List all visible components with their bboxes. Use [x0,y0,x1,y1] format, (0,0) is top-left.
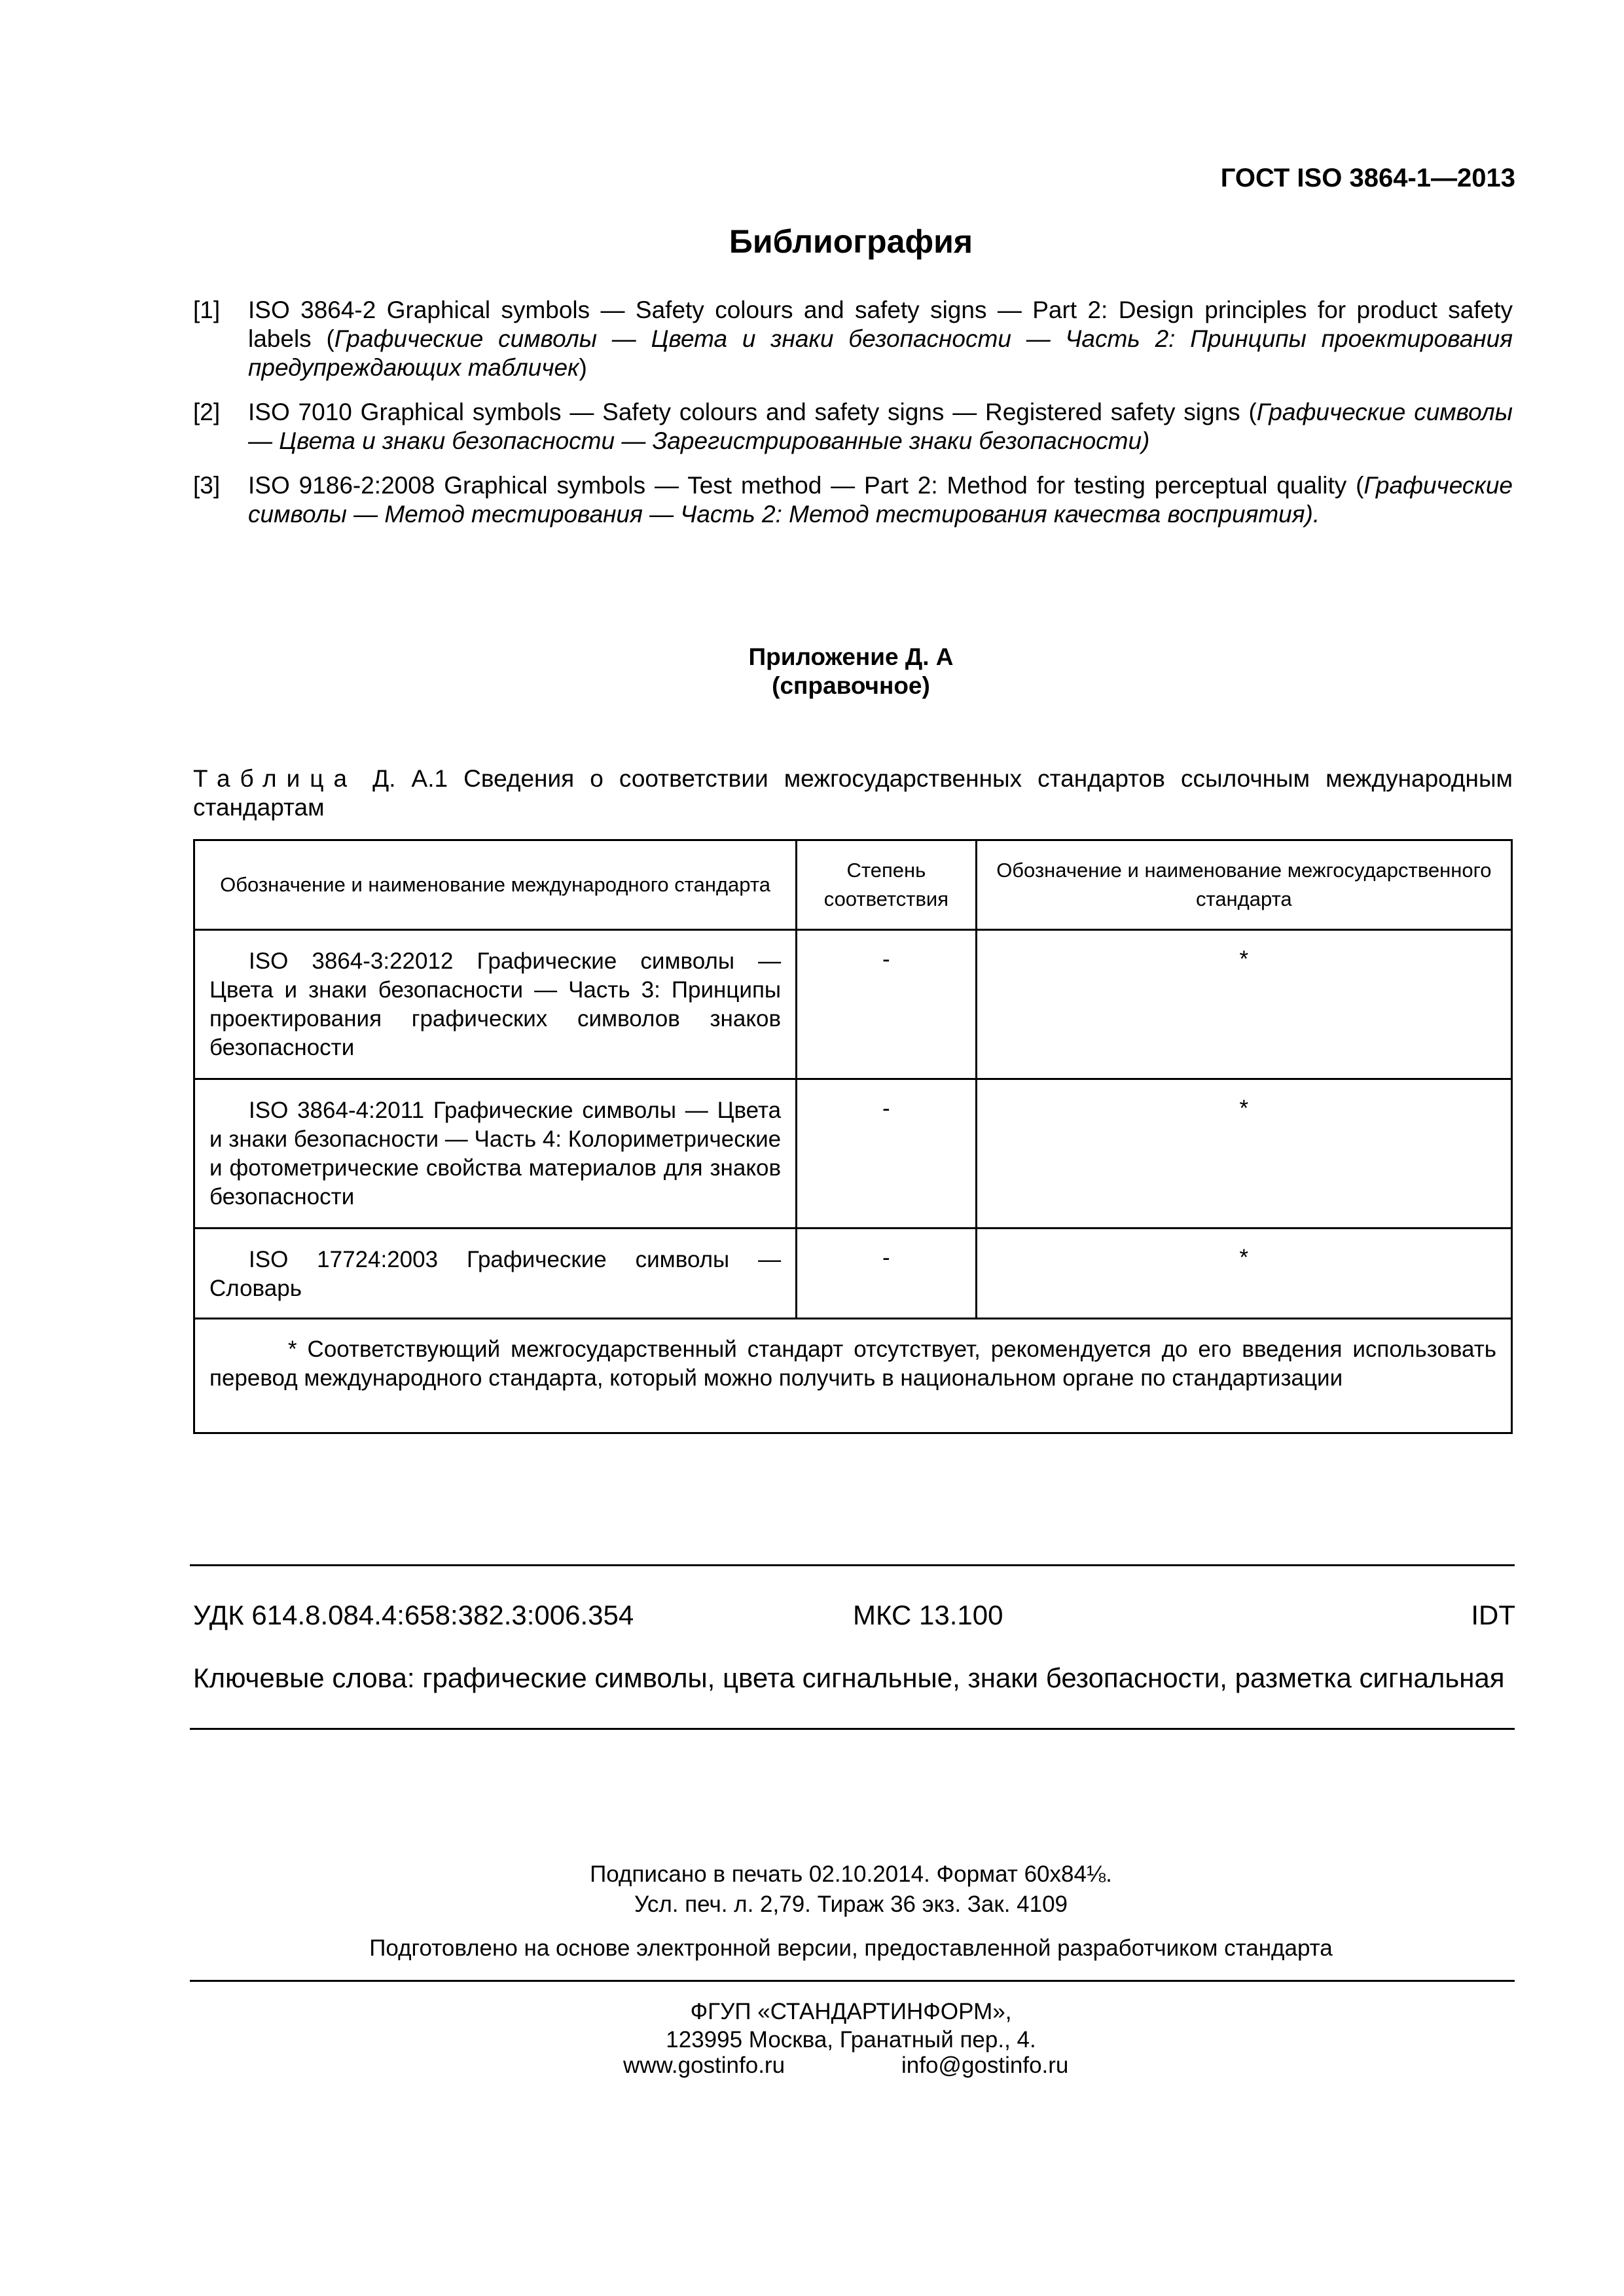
divider [190,1980,1515,1982]
appendix-subtitle: (справочное) [772,672,930,699]
document-code: ГОСТ ISO 3864-1—2013 [1220,164,1515,192]
publisher-website: www.gostinfo.ru [623,2053,785,2078]
idt-mark: IDT [1471,1600,1515,1630]
entry-text: ISO 3864-2 Graphical symbols — Safety colours and safety signs — Part 2: Design principles for product safety labels ( [248,296,1513,352]
bibliography-title: Библиография [729,223,973,260]
table-caption-word: Таблица [193,765,357,792]
cell-interstate-standard: * [976,1079,1511,1229]
cell-interstate-standard: * [976,930,1511,1079]
publisher-email: info@gostinfo.ru [901,2053,1069,2078]
print-sheets: Усл. печ. л. 2,79. Тираж 36 экз. Зак. 4109 [634,1892,1068,1917]
standards-correspondence-table [193,839,1513,1434]
publisher-address: 123995 Москва, Гранатный пер., 4. [666,2027,1036,2053]
entry-number: [1] [193,296,221,323]
entry-translation: Графические символы — Цвета и знаки безопасности — Часть 2: Принципы проектирования предупреждающих табличек [248,325,1513,381]
udc-code: УДК 614.8.084.4:658:382.3:006.354 [193,1600,634,1630]
cell-interstate-standard: * [976,1229,1511,1319]
prepared-note: Подготовлено на основе электронной версии, предоставленной разработчиком стандарта [369,1935,1333,1961]
header-interstate-standard: Обозначение и наименование межгосударственного стандарта [976,840,1511,930]
entry-text: ISO 9186-2:2008 Graphical symbols — Test method — Part 2: Method for testing perceptual quality ( [248,472,1364,499]
header-degree: Степень соответствия [797,840,977,930]
cell-international-standard: ISO 17724:2003 Графические символы — Словарь [194,1229,797,1319]
divider [190,1564,1515,1566]
cell-degree: - [797,930,977,1079]
table-row [194,1229,1512,1319]
cell-degree: - [797,1079,977,1229]
cell-degree: - [797,1229,977,1319]
header-international-standard: Обозначение и наименование международного стандарта [194,840,797,930]
print-signed: Подписано в печать 02.10.2014. Формат 60x84⅛. [590,1861,1112,1887]
divider [190,1728,1515,1730]
bibliography-entry [193,296,1513,382]
bibliography-entry [193,398,1513,456]
table-row [194,1079,1512,1229]
keywords: Ключевые слова: графические символы, цвета сигнальные, знаки безопасности, разметка сигнальная [193,1662,1505,1693]
table-note-row [194,1319,1512,1433]
table-caption [193,764,1513,822]
table-header-row [194,840,1512,930]
entry-number: [2] [193,399,221,425]
table-footnote: * Соответствующий межгосударственный стандарт отсутствует, рекомендуется до его введения использовать перевод международного стандарта, который можно получить в национальном органе по стандартизации [194,1319,1512,1433]
entry-number: [3] [193,472,221,499]
entry-translation: Графические символы — Цвета и знаки безопасности — Зарегистрированные знаки безопасности) [248,399,1513,454]
table-caption-text: Д. А.1 Сведения о соответствии межгосударственных стандартов ссылочным международным стандартам [193,765,1513,821]
entry-translation: Графические символы — Метод тестирования — Часть 2: Метод тестирования качества восприятия). [248,472,1513,528]
cell-international-standard: ISO 3864-4:2011 Графические символы — Цвета и знаки безопасности — Часть 4: Колориметрические и фотометрические свойства материалов для знаков безопасности [194,1079,797,1229]
entry-text: ISO 7010 Graphical symbols — Safety colours and safety signs — Registered safety signs ( [248,399,1257,425]
cell-international-standard: ISO 3864-3:22012 Графические символы — Цвета и знаки безопасности — Часть 3: Принципы проектирования графических символов знаков безопасности [194,930,797,1079]
mks-code: МКС 13.100 [853,1600,1003,1630]
appendix-title: Приложение Д. А [748,643,954,670]
bibliography-entry [193,471,1513,529]
publisher-name: ФГУП «СТАНДАРТИНФОРМ», [690,1999,1012,2024]
table-row [194,930,1512,1079]
entry-tail: ) [579,354,587,381]
